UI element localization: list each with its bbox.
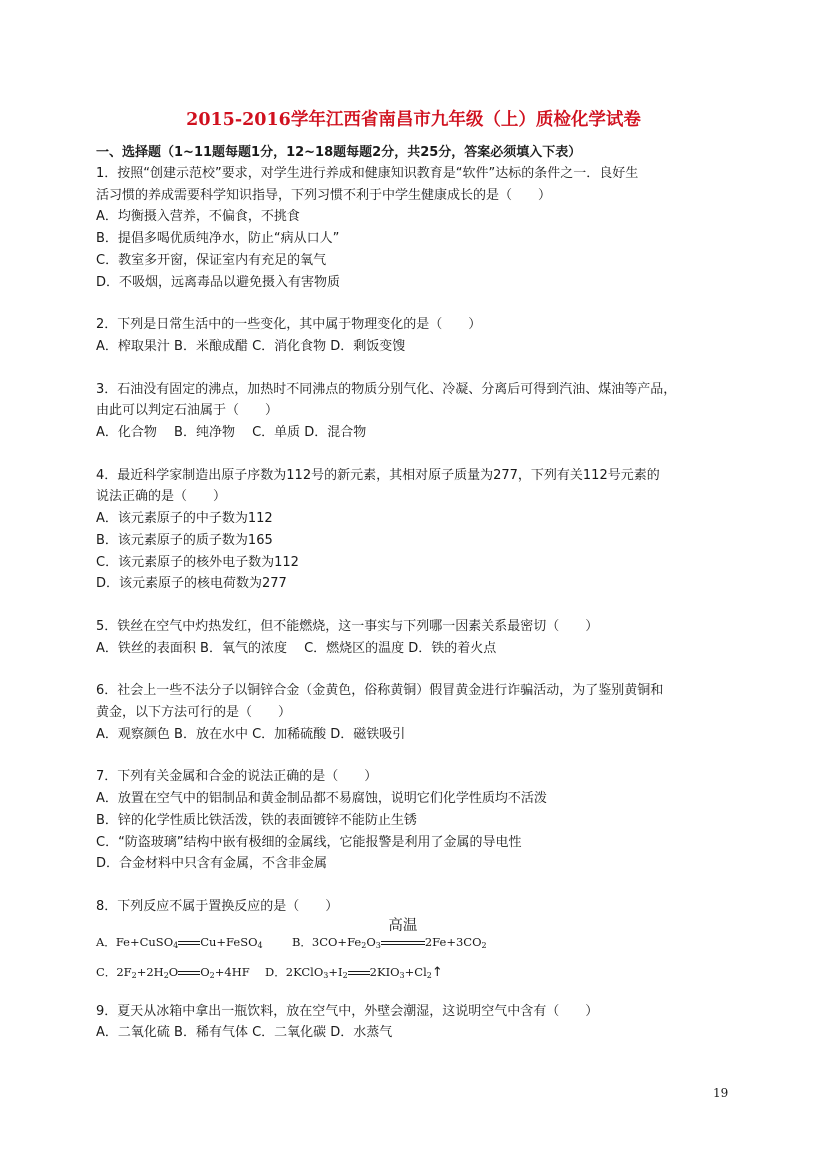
equation-a: Fe+CuSO$_4$ Cu+FeSO$_4$ bbox=[115, 934, 263, 950]
options-row: A．铁丝的表面积 B．氧气的浓度 C．燃烧区的温度 D．铁的着火点 bbox=[96, 640, 497, 656]
question-text: 9．夏天从冰箱中拿出一瓶饮料，放在空气中，外壁会潮湿，这说明空气中含有（ ） bbox=[96, 1003, 599, 1019]
question-text: 6．社会上一些不法分子以铜锌合金（金黄色，俗称黄铜）假冒黄金进行诈骗活动，为了鉴别黄铜和 bbox=[96, 683, 664, 699]
question-text: 黄金，以下方法可行的是（ ） bbox=[96, 705, 292, 721]
equation-row-ab bbox=[96, 917, 736, 953]
option-c: C．“防盗玻璃”结构中嵌有极细的金属线，它能报警是利用了金属的导电性 bbox=[96, 834, 522, 850]
option-d: D．不吸烟，远离毒品以避免摄入有害物质 bbox=[96, 274, 341, 290]
question-text: 1．按照“创建示范校”要求，对学生进行养成和健康知识教育是“软件”达标的条件之一．良好生 bbox=[96, 166, 639, 181]
option-b: B．该元素原子的质子数为165 bbox=[96, 532, 273, 548]
option-a: A．该元素原子的中子数为112 bbox=[96, 511, 273, 527]
question-7 bbox=[96, 766, 736, 875]
option-d-label: D． bbox=[265, 964, 286, 979]
question-text: 3．石油没有固定的沸点，加热时不同沸点的物质分别气化、冷凝、分离后可得到汽油、煤油等产品， bbox=[96, 381, 677, 397]
equation-row-cd bbox=[96, 962, 736, 983]
option-d: D．合金材料中只含有金属，不含非金属 bbox=[96, 856, 328, 872]
option-b: B．提倡多喝优质纯净水，防止“病从口人” bbox=[96, 231, 340, 247]
reaction-condition-arrow bbox=[381, 917, 425, 948]
condition-high-temp: 高温 bbox=[388, 917, 418, 934]
question-text: 由此可以判定石油属于（ ） bbox=[96, 403, 279, 419]
equals-sign bbox=[348, 969, 370, 977]
question-6 bbox=[96, 680, 736, 745]
option-a: A．均衡摄入营养，不偏食，不挑食 bbox=[96, 209, 300, 225]
question-text: 7．下列有关金属和合金的说法正确的是（ ） bbox=[96, 769, 378, 785]
question-4 bbox=[96, 465, 736, 595]
option-b-label: B． bbox=[291, 934, 312, 949]
exam-content bbox=[96, 142, 736, 1044]
question-text: 2．下列是日常生活中的一些变化，其中属于物理变化的是（ ） bbox=[96, 317, 482, 333]
option-a: A．放置在空气中的铝制品和黄金制品都不易腐蚀，说明它们化学性质均不活泼 bbox=[96, 791, 547, 807]
question-text: 4．最近科学家制造出原子序数为112号的新元素，其相对原子质量为277，下列有关112号元素的 bbox=[96, 467, 660, 483]
exam-title: 2015-2016学年江西省南昌市九年级（上）质检化学试卷 bbox=[186, 110, 641, 130]
option-d: D．该元素原子的核电荷数为277 bbox=[96, 576, 287, 592]
question-text: 5．铁丝在空气中灼热发红，但不能燃烧，这一事实与下列哪一因素关系最密切（ ） bbox=[96, 618, 599, 634]
options-row: A．二氧化硫 B．稀有气体 C．二氧化碳 D．水蒸气 bbox=[96, 1025, 393, 1041]
section-heading: 一、选择题（1~11题每题1分，12~18题每题2分，共25分，答案必须填入下表） bbox=[96, 145, 582, 160]
page-number: 19 bbox=[713, 1086, 729, 1100]
option-a-label: A． bbox=[96, 934, 116, 949]
question-text: 活习惯的养成需要科学知识指导，下列习惯不利于中学生健康成长的是（ ） bbox=[96, 187, 552, 203]
equation-d: $2KClO_3+I_2$ $2KIO_3+Cl_2↑$ bbox=[285, 964, 443, 980]
question-1 bbox=[96, 163, 736, 293]
equation-c: $2F_2+2H_2O$ $O_2+4HF$ bbox=[116, 964, 250, 980]
question-9 bbox=[96, 1001, 736, 1044]
equals-sign bbox=[178, 939, 200, 947]
question-5 bbox=[96, 616, 736, 659]
question-text: 8．下列反应不属于置换反应的是（ ） bbox=[96, 898, 339, 914]
option-c: C．该元素原子的核外电子数为112 bbox=[96, 554, 299, 570]
question-3 bbox=[96, 379, 736, 444]
equation-b: $3CO+Fe_2O_3$ 高温 $2Fe+3CO_2$ bbox=[311, 917, 487, 950]
option-b: B．锌的化学性质比铁活泼，铁的表面镀锌不能防止生锈 bbox=[96, 812, 417, 828]
equals-sign bbox=[178, 969, 200, 977]
options-row: A．观察颜色 B．放在水中 C．加稀硫酸 D．磁铁吸引 bbox=[96, 726, 406, 742]
options-row: A．化合物 B．纯净物 C．单质 D．混合物 bbox=[96, 425, 367, 441]
question-text: 说法正确的是（ ） bbox=[96, 489, 227, 505]
question-8 bbox=[96, 896, 736, 983]
gas-up-arrow-icon: ↑ bbox=[431, 964, 443, 980]
option-c-label: C． bbox=[96, 964, 117, 979]
question-2 bbox=[96, 314, 736, 357]
option-c: C．教室多开窗，保证室内有充足的氧气 bbox=[96, 252, 327, 268]
options-row: A．榨取果汁 B．米酿成醋 C．消化食物 D．剩饭变馊 bbox=[96, 338, 406, 354]
